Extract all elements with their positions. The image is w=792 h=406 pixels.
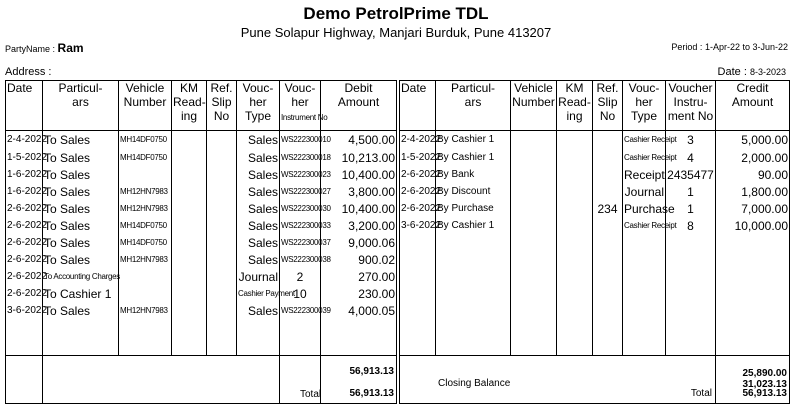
- entry-particulars: By Cashier 1: [436, 131, 511, 150]
- entry-date: 1-6-2022: [6, 167, 43, 184]
- ledger-row: [400, 167, 790, 184]
- entry-ref-slip: [207, 252, 237, 269]
- entry-ref-slip: [207, 269, 237, 286]
- party-line: [5, 41, 84, 55]
- entry-vehicle-number: [511, 131, 557, 150]
- entry-vehicle-number: MH14DF0750: [119, 150, 172, 167]
- entry-amount: 10,400.00: [321, 167, 397, 184]
- entry-voucher-type: Cashier Receipt: [623, 150, 666, 167]
- debit-total: 56,913.13: [349, 388, 394, 399]
- header-voucher-instrument: Vouc- her Instrument No: [280, 81, 321, 131]
- entry-voucher-type: Sales: [237, 218, 280, 235]
- entry-voucher-type: Journal: [623, 184, 666, 201]
- entry-voucher-instrument: WS222300018: [280, 150, 321, 167]
- entry-date: 2-6-2022: [6, 218, 43, 235]
- entry-km-reading: [172, 150, 207, 167]
- entry-voucher-instrument: WS222300038: [280, 252, 321, 269]
- ledger-row: [6, 286, 397, 303]
- entry-km-reading: [172, 269, 207, 286]
- entry-ref-slip: [593, 218, 623, 235]
- entry-voucher-instrument: 1: [666, 201, 716, 218]
- entry-amount: 90.00: [716, 167, 790, 184]
- entry-particulars: To Sales: [43, 235, 119, 252]
- entry-voucher-type: Cashier Receipt: [623, 218, 666, 235]
- entry-particulars: By Purchase: [436, 201, 511, 218]
- entry-voucher-type: Cashier Receipt: [623, 131, 666, 150]
- entry-particulars: By Discount: [436, 184, 511, 201]
- header-date: Date: [400, 81, 436, 131]
- entry-ref-slip: [593, 167, 623, 184]
- entry-ref-slip: 234: [593, 201, 623, 218]
- entry-vehicle-number: [119, 286, 172, 303]
- header-km-reading: KM Read- ing: [172, 81, 207, 131]
- filler-row: [400, 235, 790, 356]
- date-value: 8-3-2023: [749, 67, 786, 77]
- entry-km-reading: [172, 235, 207, 252]
- ledger-row: [6, 201, 397, 218]
- entry-particulars: To Sales: [43, 184, 119, 201]
- entry-voucher-instrument: 4: [666, 150, 716, 167]
- entry-voucher-instrument: WS222300037: [280, 235, 321, 252]
- entry-amount: 5,000.00: [716, 131, 790, 150]
- entry-voucher-instrument: WS222300010: [280, 131, 321, 150]
- entry-date: 1-6-2022: [6, 184, 43, 201]
- entry-voucher-type: Sales: [237, 167, 280, 184]
- ledger-row: [6, 235, 397, 252]
- ledger-row: [400, 131, 790, 150]
- entry-ref-slip: [207, 235, 237, 252]
- entry-amount: 1,800.00: [716, 184, 790, 201]
- entry-date: 2-6-2022: [6, 201, 43, 218]
- header-voucher-type: Vouc- her Type: [237, 81, 280, 131]
- entry-ref-slip: [593, 150, 623, 167]
- entry-particulars: To Sales: [43, 218, 119, 235]
- credit-total-label: Total: [690, 388, 712, 399]
- date-line: [718, 66, 786, 78]
- closing-balance-amount: 31,023.13: [742, 379, 787, 390]
- entry-voucher-instrument: WS222300030: [280, 201, 321, 218]
- entry-vehicle-number: MH14DF0750: [119, 235, 172, 252]
- entry-particulars: To Accounting Charges: [43, 269, 119, 286]
- entry-particulars: To Cashier 1: [43, 286, 119, 303]
- period-line: [671, 42, 788, 52]
- entry-date: 2-6-2022: [6, 252, 43, 269]
- entry-km-reading: [557, 201, 593, 218]
- entry-voucher-instrument: 3: [666, 131, 716, 150]
- entry-vehicle-number: MH14DF0750: [119, 218, 172, 235]
- entry-date: 2-6-2022: [400, 167, 436, 184]
- header-voucher-instrument: Voucher Instru- ment No: [666, 81, 716, 131]
- entry-ref-slip: [207, 303, 237, 320]
- header-ref-slip: Ref. Slip No: [593, 81, 623, 131]
- debit-summary-row: [6, 356, 397, 404]
- entry-vehicle-number: [511, 184, 557, 201]
- ledger-row: [6, 269, 397, 286]
- entry-vehicle-number: MH12HN7983: [119, 303, 172, 320]
- entry-voucher-type: Sales: [237, 252, 280, 269]
- ledger-row: [6, 184, 397, 201]
- credit-ledger-table: [399, 80, 790, 404]
- entry-voucher-instrument: 2435477: [667, 168, 714, 182]
- header-credit-amount: Credit Amount: [716, 81, 790, 131]
- entry-amount: 900.02: [321, 252, 397, 269]
- filler-row: [6, 320, 397, 356]
- entry-voucher-instrument: 2: [280, 269, 321, 286]
- ledger-row: [6, 303, 397, 320]
- debit-subtotal: 56,913.13: [349, 366, 394, 377]
- entry-date: 3-6-2022: [400, 218, 436, 235]
- header-vehicle-number: Vehicle Number: [511, 81, 557, 131]
- party-label: PartyName :: [5, 44, 56, 54]
- entry-vehicle-number: MH12HN7983: [119, 252, 172, 269]
- entry-voucher-type: Receipt: [624, 168, 665, 182]
- entry-voucher-type: Cashier Payment: [237, 286, 280, 303]
- entry-km-reading: [172, 184, 207, 201]
- entry-particulars: To Sales: [43, 150, 119, 167]
- entry-amount: 10,400.00: [321, 201, 397, 218]
- entry-ref-slip: [207, 201, 237, 218]
- party-name: Ram: [57, 41, 84, 55]
- date-label: Date :: [717, 66, 747, 78]
- entry-particulars: To Sales: [43, 167, 119, 184]
- entry-voucher-instrument: WS222300033: [280, 218, 321, 235]
- entry-km-reading: [172, 252, 207, 269]
- entry-km-reading: [172, 201, 207, 218]
- credit-header-row: [400, 81, 790, 131]
- entry-voucher-instrument: WS222300023: [280, 167, 321, 184]
- entry-voucher-type: Sales: [237, 201, 280, 218]
- entry-ref-slip: [207, 131, 237, 150]
- header-debit-amount: Debit Amount: [321, 81, 397, 131]
- entry-vehicle-number: [119, 269, 172, 286]
- entry-km-reading: [557, 167, 593, 184]
- entry-particulars: By Cashier 1: [436, 150, 511, 167]
- entry-date: 2-4-2022: [400, 131, 436, 150]
- entry-ref-slip: [593, 131, 623, 150]
- header-particulars: Particul- ars: [43, 81, 119, 131]
- header-voucher-type: Vouc- her Type: [623, 81, 666, 131]
- entry-voucher-type: Sales: [237, 131, 280, 150]
- entry-vehicle-number: MH12HN7983: [119, 184, 172, 201]
- entry-date: 2-6-2022: [6, 286, 43, 303]
- entry-particulars: To Sales: [43, 131, 119, 150]
- period-label: Period :: [671, 42, 703, 52]
- credit-summary-row: [400, 356, 790, 404]
- entry-km-reading: [172, 286, 207, 303]
- entry-km-reading: [557, 131, 593, 150]
- entry-amount: 7,000.00: [716, 201, 790, 218]
- ledger-row: [400, 218, 790, 235]
- entry-ref-slip: [593, 184, 623, 201]
- debit-header-row: [6, 81, 397, 131]
- entry-voucher-instrument: WS222300039: [280, 303, 321, 320]
- company-title: Demo PetrolPrime TDL: [303, 4, 489, 23]
- entry-km-reading: [172, 303, 207, 320]
- header-vehicle-number: Vehicle Number: [119, 81, 172, 131]
- entry-amount: 10,213.00: [321, 150, 397, 167]
- entry-amount: 9,000.06: [321, 235, 397, 252]
- entry-km-reading: [172, 131, 207, 150]
- header-particulars: Particul- ars: [436, 81, 511, 131]
- entry-amount: 2,000.00: [716, 150, 790, 167]
- debit-ledger-table: [5, 80, 397, 404]
- entry-vehicle-number: [511, 150, 557, 167]
- entry-voucher-type: Sales: [237, 184, 280, 201]
- ledger-row: [400, 150, 790, 167]
- entry-vehicle-number: MH14DF0750: [119, 131, 172, 150]
- entry-date: 2-6-2022: [400, 184, 436, 201]
- entry-voucher-instrument: 1: [666, 184, 716, 201]
- entry-amount: 4,500.00: [321, 131, 397, 150]
- entry-ref-slip: [207, 286, 237, 303]
- entry-amount: 10,000.00: [716, 218, 790, 235]
- closing-balance-cell: [400, 356, 716, 404]
- entry-amount: 270.00: [321, 269, 397, 286]
- entry-ref-slip: [207, 218, 237, 235]
- entry-voucher-type: Sales: [237, 235, 280, 252]
- ledger-row: [6, 150, 397, 167]
- entry-km-reading: [172, 167, 207, 184]
- entry-ref-slip: [207, 167, 237, 184]
- ledger-row: [6, 167, 397, 184]
- entry-voucher-instrument: 10: [280, 286, 321, 303]
- credit-subtotal: 25,890.00: [742, 368, 787, 379]
- period-value: 1-Apr-22 to 3-Jun-22: [704, 42, 788, 52]
- header-date: Date: [6, 81, 43, 131]
- entry-date: 2-6-2022: [6, 235, 43, 252]
- ledger-row: [6, 252, 397, 269]
- entry-vehicle-number: [119, 167, 172, 184]
- entry-voucher-type: Journal: [237, 269, 280, 286]
- entry-vehicle-number: [511, 218, 557, 235]
- credit-total: 56,913.13: [742, 388, 787, 399]
- entry-date: 2-4-2022: [6, 131, 43, 150]
- address-label: Address :: [5, 66, 52, 78]
- credit-summary-cell: [716, 356, 790, 404]
- entry-ref-slip: [207, 150, 237, 167]
- entry-amount: 4,000.05: [321, 303, 397, 320]
- entry-vehicle-number: [511, 167, 557, 184]
- entry-date: 1-5-2022: [6, 150, 43, 167]
- debit-total-label: Total: [300, 389, 322, 400]
- entry-vehicle-number: [511, 201, 557, 218]
- company-address: Pune Solapur Highway, Manjari Burduk, Pune 413207: [240, 25, 552, 40]
- entry-amount: 3,200.00: [321, 218, 397, 235]
- entry-voucher-instrument: WS222300027: [280, 184, 321, 201]
- entry-voucher-type: Sales: [237, 150, 280, 167]
- entry-km-reading: [557, 218, 593, 235]
- entry-particulars: To Sales: [43, 303, 119, 320]
- entry-particulars: By Cashier 1: [436, 218, 511, 235]
- entry-voucher-type: Purchase: [624, 202, 675, 216]
- entry-amount: 230.00: [321, 286, 397, 303]
- entry-date: 2-6-2022: [400, 201, 436, 218]
- header-ref-slip: Ref. Slip No: [207, 81, 237, 131]
- entry-km-reading: [172, 218, 207, 235]
- entry-date: 3-6-2022: [6, 303, 43, 320]
- entry-voucher-instrument: 8: [666, 218, 716, 235]
- entry-vehicle-number: MH12HN7983: [119, 201, 172, 218]
- entry-particulars: To Sales: [43, 201, 119, 218]
- debit-summary-cell: [321, 356, 397, 404]
- closing-balance-label: Closing Balance: [438, 378, 511, 389]
- ledger-row: [6, 131, 397, 150]
- ledger-row: [400, 201, 790, 218]
- header-km-reading: KM Read- ing: [557, 81, 593, 131]
- ledger-row: [6, 218, 397, 235]
- entry-particulars: To Sales: [43, 252, 119, 269]
- entry-amount: 3,800.00: [321, 184, 397, 201]
- entry-km-reading: [557, 150, 593, 167]
- entry-date: 2-6-2022: [6, 269, 43, 286]
- entry-particulars: By Bank: [436, 167, 511, 184]
- entry-date: 1-5-2022: [400, 150, 436, 167]
- entry-voucher-type: Sales: [237, 303, 280, 320]
- ledger-row: [400, 184, 790, 201]
- entry-km-reading: [557, 184, 593, 201]
- entry-ref-slip: [207, 184, 237, 201]
